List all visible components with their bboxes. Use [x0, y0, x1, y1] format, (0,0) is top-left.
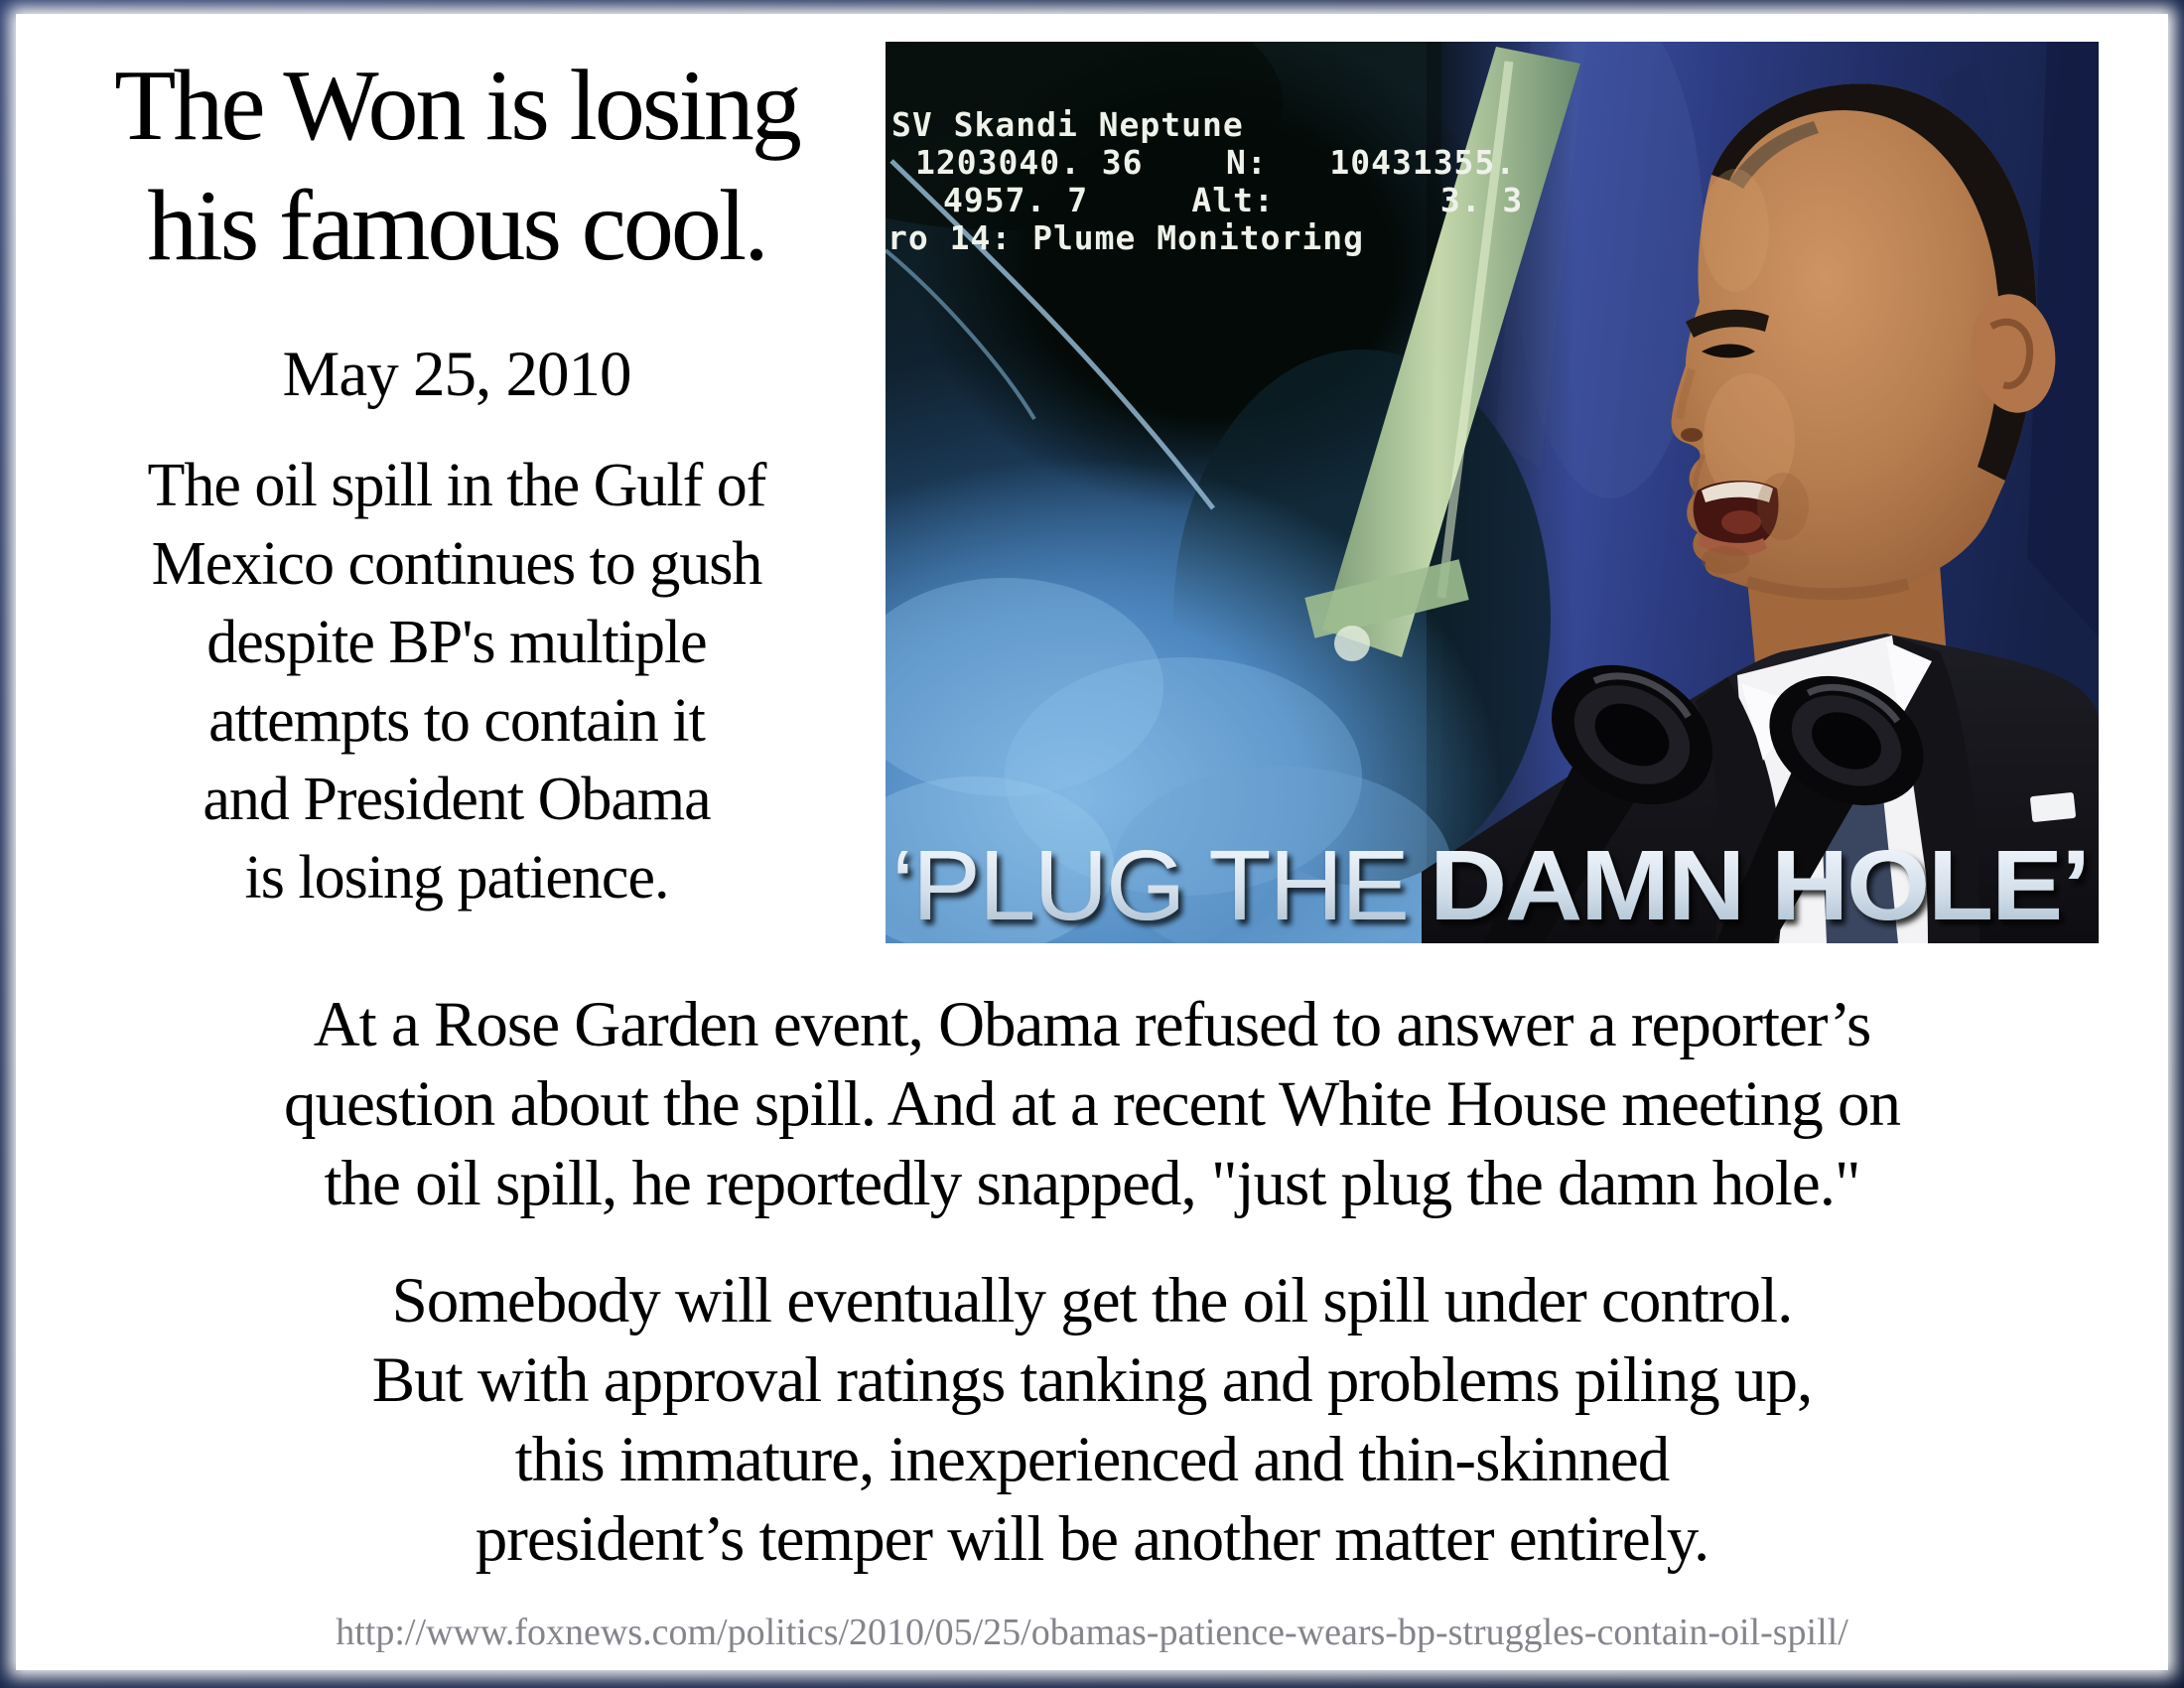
photo-caption-regular: ‘PLUG THE — [891, 830, 1408, 941]
date-text: May 25, 2010 — [282, 339, 631, 410]
body2-line: president’s temper will be another matter entirely. — [475, 1503, 1709, 1575]
news-photo — [886, 42, 2099, 943]
hud-line-depth-alt: 4957. 7 Alt: 3. 3 — [943, 181, 1524, 219]
body-paragraph-1 — [79, 985, 2105, 1223]
intro-line: and President Obama — [203, 766, 711, 833]
photo-illustration — [886, 42, 2099, 943]
body1-line: question about the spill. And at a recent White House meeting on — [283, 1068, 1901, 1140]
body1-line: the oil spill, he reportedly snapped, "just plug the damn hole." — [324, 1148, 1860, 1219]
body-paragraph-2 — [79, 1261, 2105, 1579]
body2-line: this immature, inexperienced and thin-skinned — [514, 1424, 1670, 1495]
page-title — [46, 46, 868, 286]
lapel-pin — [2030, 792, 2076, 822]
hud-line-task: ro 14: Plume Monitoring — [887, 218, 1364, 257]
intro-line: is losing patience. — [244, 844, 669, 912]
intro-line: Mexico continues to gush — [151, 530, 762, 598]
hud-line-vessel: SV Skandi Neptune — [891, 105, 1244, 144]
intro-line: attempts to contain it — [208, 687, 705, 755]
source-url: http://www.foxnews.com/politics/2010/05/25/obamas-patience-wears-bp-struggles-contain-oil-spill/ — [336, 1612, 1848, 1653]
intro-line: despite BP's multiple — [206, 609, 707, 676]
photo-caption-bold: DAMN HOLE’ — [1430, 830, 2089, 941]
photo-caption — [891, 830, 2089, 941]
hud-line-coordinates: 1203040. 36 N: 10431355. — [915, 143, 1517, 182]
body2-line: But with approval ratings tanking and problems piling up, — [371, 1344, 1813, 1416]
intro-line: The oil spill in the Gulf of — [147, 452, 766, 519]
body2-line: Somebody will eventually get the oil spill under control. — [391, 1265, 1793, 1336]
intro-paragraph — [36, 447, 878, 917]
page-title-line1: The Won is losing — [114, 50, 799, 162]
body1-line: At a Rose Garden event, Obama refused to answer a reporter’s — [313, 989, 1871, 1060]
page-title-line2: his famous cool. — [147, 170, 766, 282]
